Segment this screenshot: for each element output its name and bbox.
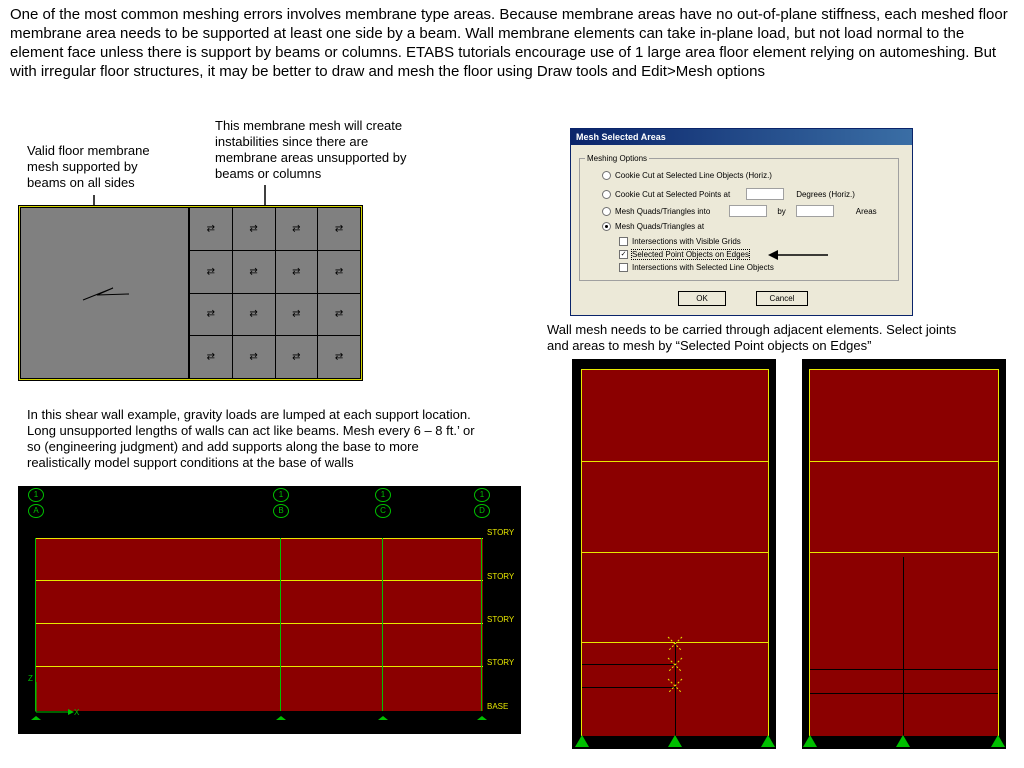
shear-wall-elevation <box>18 486 521 734</box>
column-line <box>998 369 999 736</box>
mesh-cell <box>190 208 232 250</box>
mesh-cell <box>318 336 360 378</box>
grid-bubble-a-number: 1 <box>28 488 44 502</box>
story-line <box>582 369 768 370</box>
wall-mesh-elevation-right <box>802 359 1006 749</box>
wall-mesh-caption: Wall mesh needs to be carried through adjacent elements. Select joints and areas to mesh by “Selected Point objects on Edges” <box>547 322 957 353</box>
cancel-button[interactable]: Cancel <box>756 291 808 306</box>
shear-wall <box>36 538 483 711</box>
story-line <box>36 538 483 539</box>
story-label: STORY <box>487 615 515 624</box>
selected-points-markers <box>665 634 685 696</box>
column-line <box>809 369 810 736</box>
radio-mesh-into[interactable] <box>602 207 611 216</box>
grid-line-b <box>280 538 281 711</box>
grid-bubble-d-label: D <box>474 504 490 518</box>
selected-lines-label: Intersections with Selected Line Objects <box>632 263 774 272</box>
visible-grids-label: Intersections with Visible Grids <box>632 237 741 246</box>
radio-cookie-cut-lines[interactable] <box>602 171 611 180</box>
mesh-count-x-input[interactable] <box>729 205 767 217</box>
grid-bubble-a <box>26 488 46 518</box>
mesh-cell <box>233 208 275 250</box>
radio-mesh-at[interactable] <box>602 222 611 231</box>
mesh-cell <box>190 251 232 293</box>
invalid-floor-mesh-grid <box>190 208 360 378</box>
grid-line-c <box>382 538 383 711</box>
column-line <box>581 369 582 736</box>
mesh-cell <box>318 251 360 293</box>
degrees-label: Degrees (Horiz.) <box>796 189 855 199</box>
option-cookie-cut-lines-label: Cookie Cut at Selected Line Objects (Horiz.) <box>615 171 772 180</box>
one-way-span-icon <box>21 208 188 378</box>
grid-bubble-d-number: 1 <box>474 488 490 502</box>
grid-bubble-a-label: A <box>28 504 44 518</box>
selected-lines-checkbox[interactable] <box>619 263 628 272</box>
checkbox-visible-grids[interactable] <box>619 237 741 246</box>
mesh-selected-areas-dialog <box>570 128 913 316</box>
pointer-arrow <box>768 248 828 262</box>
axis-z-label: Z <box>28 674 33 683</box>
story-line <box>810 461 998 462</box>
checkbox-selected-points[interactable] <box>619 250 749 259</box>
mesh-cell <box>190 294 232 336</box>
story-line <box>810 552 998 553</box>
areas-label: Areas <box>855 206 877 216</box>
ok-button[interactable]: OK <box>678 291 726 306</box>
meshing-options-legend: Meshing Options <box>587 154 648 163</box>
mesh-cell <box>318 294 360 336</box>
option-mesh-into[interactable] <box>602 205 877 217</box>
option-cookie-cut-lines[interactable] <box>602 171 772 180</box>
story-line <box>810 369 998 370</box>
invalid-floor-caption: This membrane mesh will create instabilities since there are membrane areas unsupported by beams or columns <box>215 118 407 181</box>
option-mesh-at-label: Mesh Quads/Triangles at <box>615 222 705 231</box>
option-mesh-into-label: Mesh Quads/Triangles into <box>615 206 711 216</box>
wall-mesh-elevation-left <box>572 359 776 749</box>
radio-cookie-cut-points[interactable] <box>602 190 611 199</box>
option-mesh-at[interactable] <box>602 222 704 231</box>
grid-bubble-b-label: B <box>273 504 289 518</box>
floor-mesh-figure <box>18 205 363 381</box>
selected-points-checkbox[interactable]: ✓ <box>620 251 627 258</box>
mesh-count-y-input[interactable] <box>796 205 834 217</box>
mesh-cell <box>318 208 360 250</box>
story-line <box>36 580 483 581</box>
base-label: BASE <box>487 702 509 711</box>
option-cookie-cut-points-label: Cookie Cut at Selected Points at <box>615 189 731 199</box>
dialog-title: Mesh Selected Areas <box>571 129 912 145</box>
story-line <box>582 552 768 553</box>
degrees-input[interactable] <box>746 188 784 200</box>
axis-x-label: X <box>74 708 80 717</box>
valid-floor-caption: Valid floor membrane mesh supported by beams on all sides <box>27 143 150 190</box>
mesh-line <box>582 687 676 688</box>
intro-paragraph: One of the most common meshing errors involves membrane type areas. Because membrane areas have no out-of-plane stiffness, each meshed floor membrane area needs to be supported at least one side by a beam. Wall membrane elements can take in-plane load, but not load normal to the element face unless there is support by beams or columns. ETABS tutorials encourage use of 1 large area floor element relying on automeshing. But with irregular floor structures, it may be better to draw and mesh the floor using Draw tools and Edit>Mesh options <box>10 6 1008 80</box>
story-label: STORY <box>487 572 515 581</box>
column-line <box>768 369 769 736</box>
grid-bubble-c <box>373 488 393 518</box>
mesh-cell <box>190 336 232 378</box>
mesh-cell <box>276 251 318 293</box>
mesh-cell <box>276 336 318 378</box>
mesh-cell <box>233 251 275 293</box>
mesh-line <box>810 693 998 694</box>
grid-bubble-d <box>472 488 492 518</box>
base-supports <box>28 710 508 720</box>
checkbox-selected-lines[interactable] <box>619 263 774 272</box>
grid-line-d <box>481 538 482 711</box>
valid-floor-area <box>21 208 188 378</box>
by-label: by <box>777 206 786 216</box>
mesh-cell <box>276 294 318 336</box>
mesh-line <box>810 669 998 670</box>
option-cookie-cut-points[interactable] <box>602 188 855 200</box>
story-line <box>582 461 768 462</box>
story-label: STORY <box>487 528 515 537</box>
shear-wall-caption: In this shear wall example, gravity loads are lumped at each support location. Long unsupported lengths of walls can act like beams. Mesh every 6 – 8 ft.’ or so (engineering judgment) and add supports along the base to more realistically model support conditions at the base of walls <box>27 407 475 470</box>
story-line <box>36 623 483 624</box>
wall-supports <box>572 733 776 749</box>
story-label: STORY <box>487 658 515 667</box>
wall-supports <box>802 733 1006 749</box>
grid-bubble-c-number: 1 <box>375 488 391 502</box>
visible-grids-checkbox[interactable] <box>619 237 628 246</box>
mesh-line <box>582 664 676 665</box>
selected-points-label: Selected Point Objects on Edges <box>632 250 749 259</box>
grid-bubble-b <box>271 488 291 518</box>
mesh-cell <box>233 294 275 336</box>
mesh-cell <box>276 208 318 250</box>
mesh-cell <box>233 336 275 378</box>
grid-bubble-b-number: 1 <box>273 488 289 502</box>
story-line <box>36 666 483 667</box>
mesh-line <box>903 557 904 736</box>
grid-bubble-c-label: C <box>375 504 391 518</box>
